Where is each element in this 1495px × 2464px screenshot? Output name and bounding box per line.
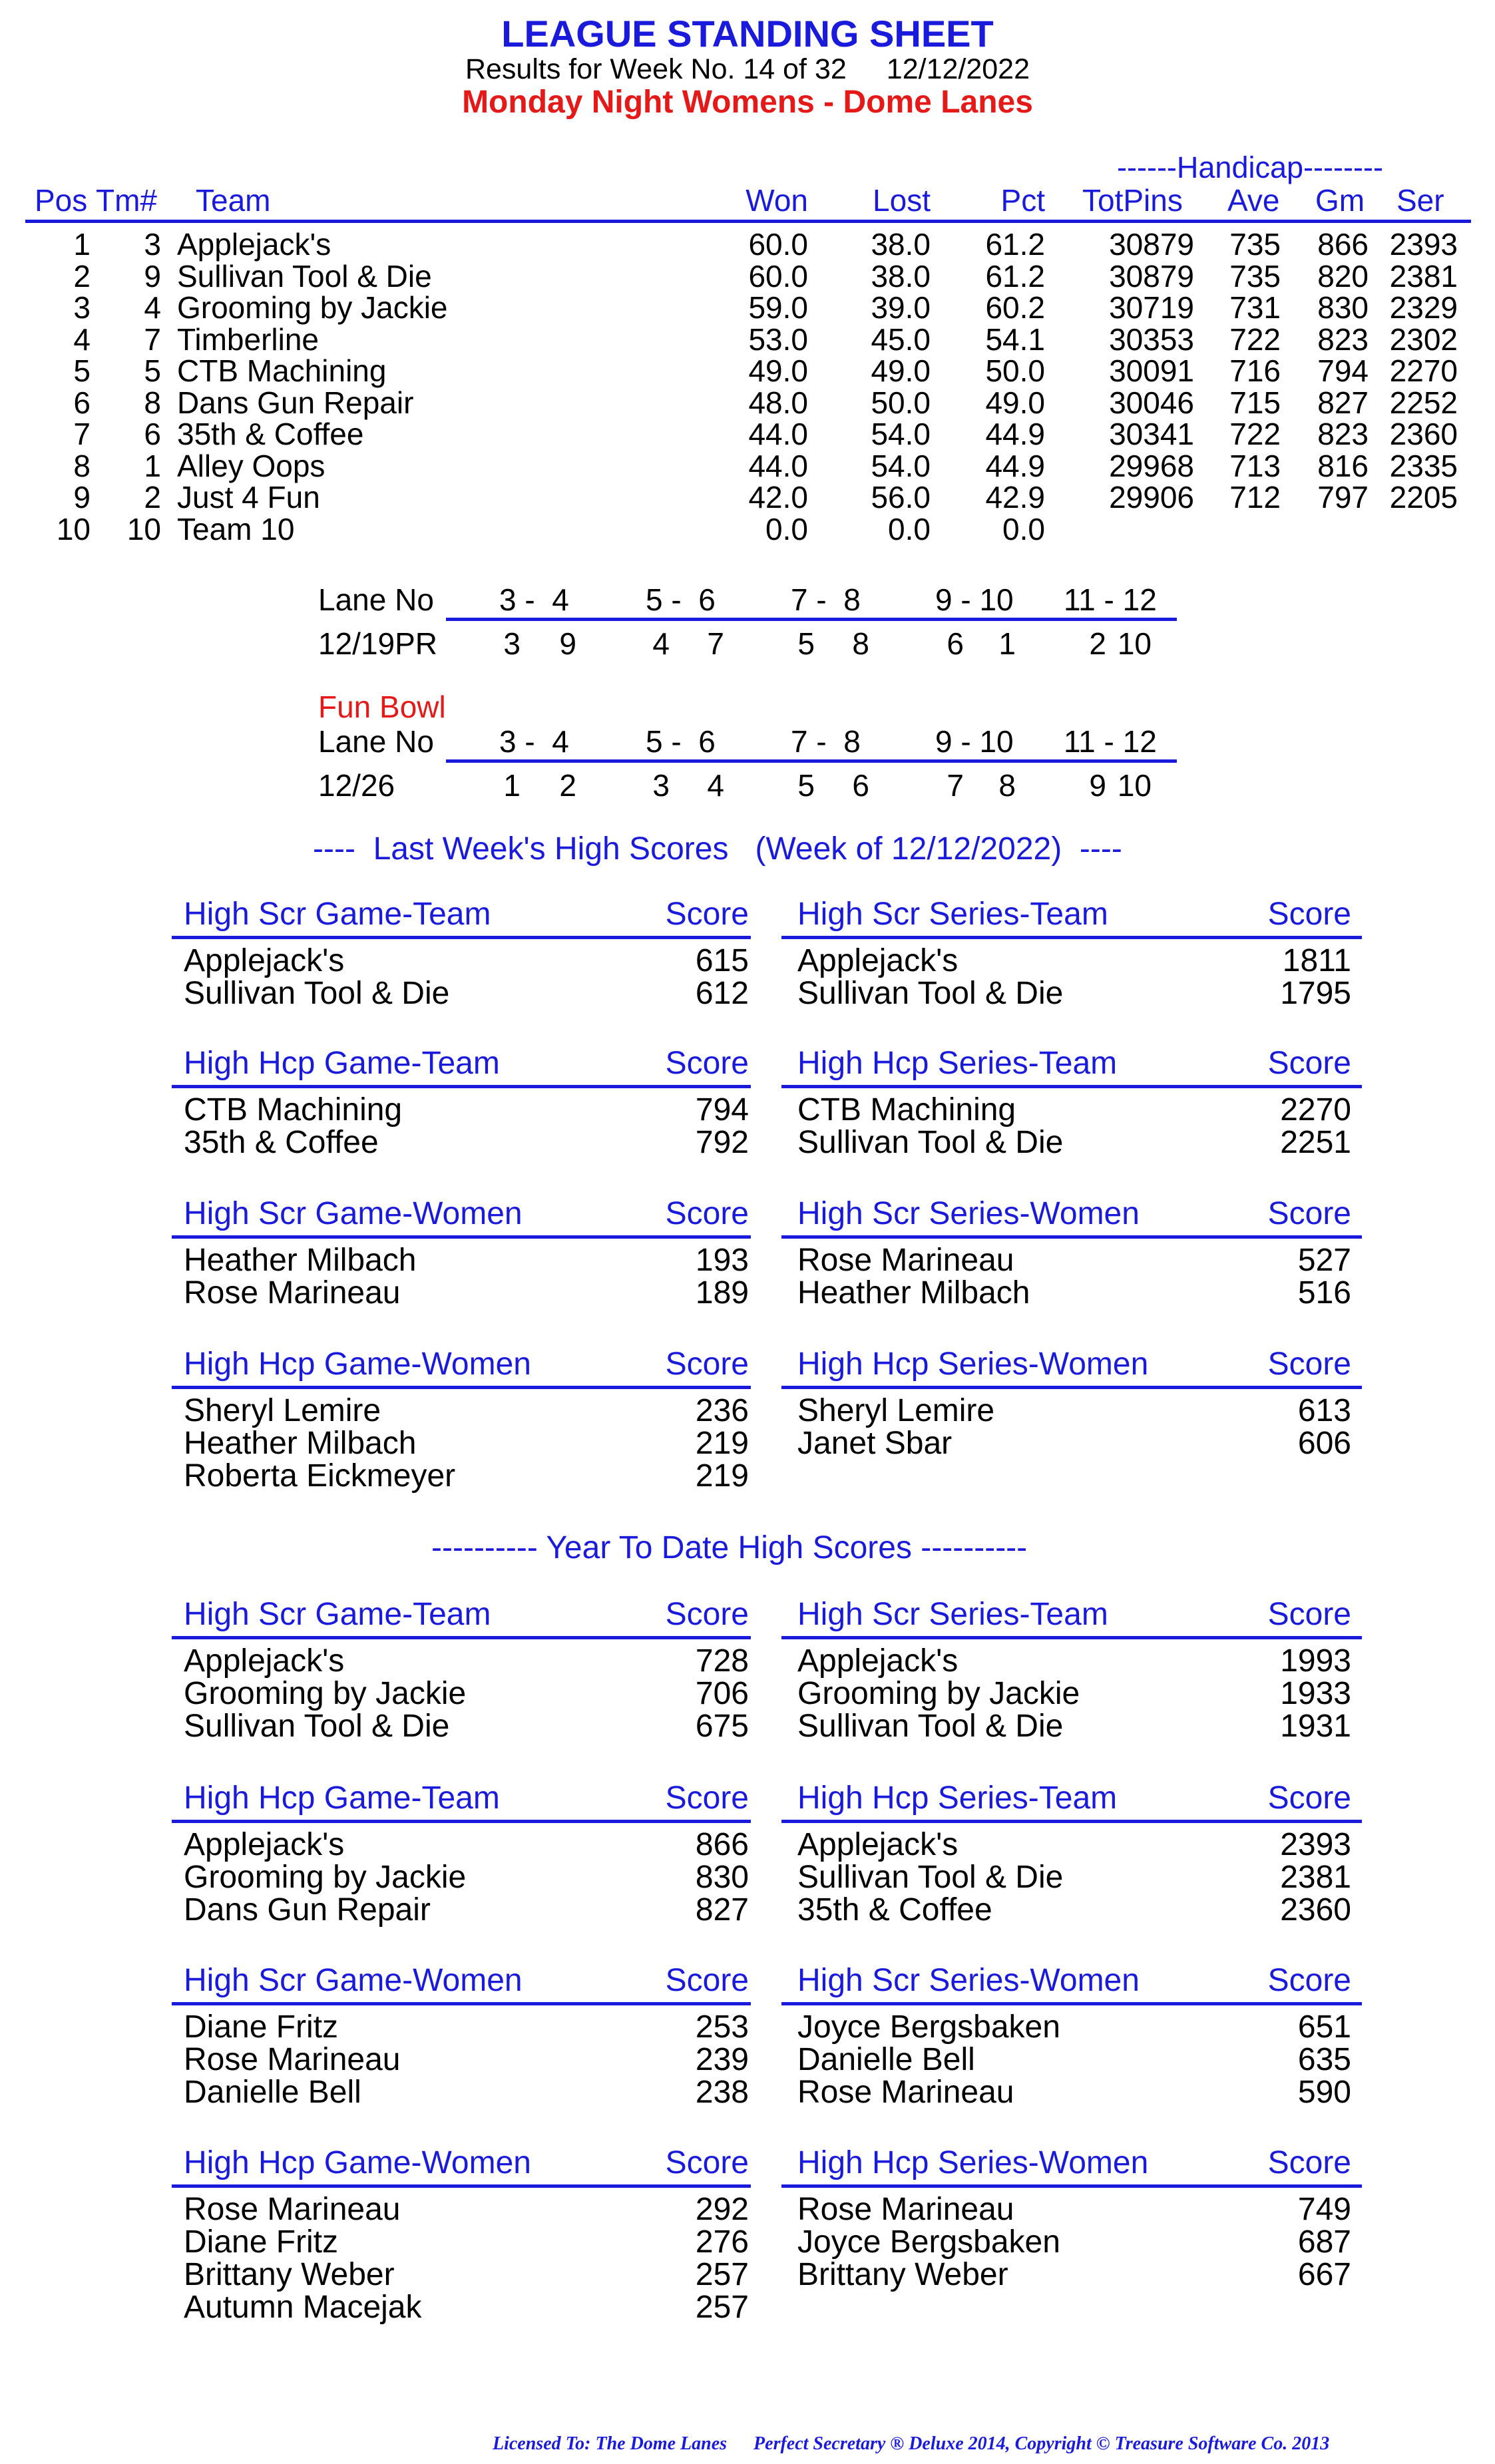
standings-ave-cell: 722 bbox=[1229, 321, 1281, 357]
standings-won-cell: 49.0 bbox=[748, 353, 808, 388]
score-name: Grooming by Jackie bbox=[184, 1676, 467, 1711]
score-name: Applejack's bbox=[797, 1643, 959, 1679]
score-name: Autumn Macejak bbox=[184, 2290, 422, 2325]
standings-totpins-cell: 30046 bbox=[1109, 385, 1194, 420]
standings-ave-cell: 716 bbox=[1229, 353, 1281, 388]
score-value: 706 bbox=[695, 1676, 749, 1711]
score-value: 794 bbox=[695, 1092, 749, 1128]
lane-pair: 7 - 8 bbox=[791, 582, 861, 617]
standings-lost-cell: 38.0 bbox=[871, 258, 931, 294]
standings-gm-cell: 823 bbox=[1317, 321, 1369, 357]
score-value: 728 bbox=[695, 1643, 749, 1679]
category-title: High Scr Series-Team bbox=[797, 1597, 1108, 1632]
score-header: Score bbox=[1267, 1196, 1351, 1231]
standings-team-cell: Alley Oops bbox=[177, 448, 325, 483]
standings-won-cell: 48.0 bbox=[748, 385, 808, 420]
standings-gm-cell: 797 bbox=[1317, 480, 1369, 514]
lane-pair: 3 - 4 bbox=[499, 724, 569, 759]
score-value: 292 bbox=[695, 2192, 749, 2227]
matchup-team-a: 2 bbox=[1089, 626, 1106, 661]
score-header: Score bbox=[1267, 1046, 1351, 1081]
score-value: 239 bbox=[695, 2042, 749, 2077]
score-name: Grooming by Jackie bbox=[797, 1676, 1080, 1711]
standings-ave-cell: 735 bbox=[1229, 227, 1281, 262]
standings-totpins-cell: 30091 bbox=[1109, 353, 1194, 388]
week-text: Results for Week No. 14 of 32 bbox=[465, 53, 847, 85]
standings-pct-cell: 61.2 bbox=[985, 258, 1045, 294]
score-name: Joyce Bergsbaken bbox=[797, 2009, 1060, 2045]
col-totpins: TotPins bbox=[1082, 183, 1183, 218]
score-name: Danielle Bell bbox=[797, 2042, 975, 2077]
category-title: High Hcp Series-Team bbox=[797, 1780, 1118, 1816]
standings-ser-cell: 2393 bbox=[1389, 227, 1458, 262]
standings-pos-cell: 1 bbox=[73, 227, 91, 262]
score-header: Score bbox=[1267, 1780, 1351, 1816]
score-value: 675 bbox=[695, 1709, 749, 1744]
category-rule bbox=[781, 1636, 1362, 1639]
standings-won-cell: 60.0 bbox=[748, 258, 808, 294]
standings-pos-cell: 3 bbox=[73, 290, 91, 325]
handicap-label: ------Handicap-------- bbox=[1117, 150, 1383, 184]
matchup-team-a: 5 bbox=[797, 768, 815, 803]
standings-won-cell: 0.0 bbox=[765, 511, 808, 546]
score-value: 866 bbox=[695, 1827, 749, 1862]
footer-software: Perfect Secretary ® Deluxe 2014, Copyright © Treasure Software Co. 2013 bbox=[753, 2433, 1330, 2454]
category-title: High Scr Game-Women bbox=[184, 1963, 523, 1998]
standings-pct-cell: 49.0 bbox=[985, 385, 1045, 420]
score-value: 257 bbox=[695, 2257, 749, 2292]
score-name: Diane Fritz bbox=[184, 2009, 339, 2045]
standings-team-cell: Just 4 Fun bbox=[177, 480, 320, 514]
score-value: 236 bbox=[695, 1393, 749, 1428]
category-rule bbox=[781, 1820, 1362, 1823]
standings-tm-cell: 2 bbox=[144, 480, 161, 514]
matchup-team-b: 7 bbox=[707, 626, 724, 661]
standings-ave-cell: 715 bbox=[1229, 385, 1281, 420]
score-value: 651 bbox=[1297, 2009, 1351, 2045]
fun-bowl-label: Fun Bowl bbox=[318, 690, 446, 724]
category-rule bbox=[172, 1235, 751, 1239]
score-name: Rose Marineau bbox=[797, 1243, 1014, 1278]
score-name: Dans Gun Repair bbox=[184, 1892, 431, 1928]
standings-lost-cell: 38.0 bbox=[871, 227, 931, 262]
category-rule bbox=[781, 936, 1362, 939]
lane-pair: 5 - 6 bbox=[646, 724, 716, 759]
score-value: 2381 bbox=[1280, 1860, 1351, 1895]
standings-pos-cell: 5 bbox=[73, 353, 91, 388]
lane-pair: 3 - 4 bbox=[499, 582, 569, 617]
category-rule bbox=[781, 1386, 1362, 1389]
standings-totpins-cell: 30353 bbox=[1109, 321, 1194, 357]
category-title: High Scr Series-Women bbox=[797, 1196, 1140, 1231]
standings-ave-cell: 731 bbox=[1229, 290, 1281, 325]
standings-ser-cell: 2335 bbox=[1389, 448, 1458, 483]
category-title: High Hcp Game-Women bbox=[184, 2145, 531, 2180]
lane-pair: 9 - 10 bbox=[935, 724, 1014, 759]
score-name: Heather Milbach bbox=[797, 1275, 1030, 1311]
standings-gm-cell: 823 bbox=[1317, 417, 1369, 451]
standings-tm-cell: 3 bbox=[144, 227, 161, 262]
col-lost: Lost bbox=[873, 183, 931, 218]
standings-tm-cell: 8 bbox=[144, 385, 161, 420]
standings-tm-cell: 7 bbox=[144, 321, 161, 357]
score-name: Sheryl Lemire bbox=[797, 1393, 995, 1428]
score-header: Score bbox=[1267, 1597, 1351, 1632]
col-gm: Gm bbox=[1315, 183, 1365, 218]
matchup-team-a: 4 bbox=[652, 626, 670, 661]
score-header: Score bbox=[665, 2145, 749, 2180]
page-title: LEAGUE STANDING SHEET bbox=[501, 13, 994, 55]
matchup-team-a: 6 bbox=[947, 626, 964, 661]
category-title: High Hcp Series-Women bbox=[797, 1346, 1149, 1382]
score-value: 2251 bbox=[1280, 1125, 1351, 1160]
score-name: Applejack's bbox=[184, 1827, 345, 1862]
score-name: CTB Machining bbox=[797, 1092, 1016, 1128]
score-header: Score bbox=[1267, 1346, 1351, 1382]
matchup-team-a: 9 bbox=[1089, 768, 1106, 803]
week-date: 12/12/2022 bbox=[886, 53, 1030, 85]
standings-team-cell: CTB Machining bbox=[177, 353, 387, 388]
matchup-team-b: 4 bbox=[707, 768, 724, 803]
col-won: Won bbox=[746, 183, 808, 218]
matchup-team-b: 8 bbox=[998, 768, 1016, 803]
standings-pct-cell: 61.2 bbox=[985, 227, 1045, 262]
score-name: 35th & Coffee bbox=[797, 1892, 992, 1928]
matchup-team-b: 10 bbox=[1117, 768, 1152, 803]
score-value: 189 bbox=[695, 1275, 749, 1311]
score-value: 590 bbox=[1297, 2075, 1351, 2110]
score-name: Sullivan Tool & Die bbox=[797, 1125, 1064, 1160]
score-value: 193 bbox=[695, 1243, 749, 1278]
standings-lost-cell: 56.0 bbox=[871, 480, 931, 514]
standings-tm-cell: 5 bbox=[144, 353, 161, 388]
score-name: Danielle Bell bbox=[184, 2075, 361, 2110]
score-value: 516 bbox=[1297, 1275, 1351, 1311]
matchup-team-a: 1 bbox=[503, 768, 521, 803]
col-ser: Ser bbox=[1396, 183, 1444, 218]
score-value: 827 bbox=[695, 1892, 749, 1928]
score-name: Rose Marineau bbox=[184, 2192, 401, 2227]
standings-totpins-cell: 29968 bbox=[1109, 448, 1194, 483]
category-title: High Hcp Game-Team bbox=[184, 1780, 500, 1816]
standings-pos-cell: 4 bbox=[73, 321, 91, 357]
standings-team-cell: Team 10 bbox=[177, 511, 295, 546]
score-name: Sullivan Tool & Die bbox=[184, 1709, 450, 1744]
score-value: 830 bbox=[695, 1860, 749, 1895]
category-title: High Scr Game-Women bbox=[184, 1196, 523, 1231]
category-rule bbox=[172, 1636, 751, 1639]
score-value: 1993 bbox=[1280, 1643, 1351, 1679]
score-name: Sullivan Tool & Die bbox=[184, 976, 450, 1011]
score-name: Brittany Weber bbox=[184, 2257, 395, 2292]
score-value: 687 bbox=[1297, 2224, 1351, 2260]
standings-tm-cell: 10 bbox=[126, 511, 161, 546]
score-name: Applejack's bbox=[184, 943, 345, 978]
category-title: High Hcp Series-Women bbox=[797, 2145, 1149, 2180]
footer-licensed: Licensed To: The Dome Lanes bbox=[493, 2433, 728, 2454]
score-value: 1811 bbox=[1282, 943, 1351, 978]
lane-rule bbox=[446, 618, 1177, 621]
score-name: Heather Milbach bbox=[184, 1426, 417, 1461]
standings-ser-cell: 2270 bbox=[1389, 353, 1458, 388]
score-value: 635 bbox=[1297, 2042, 1351, 2077]
standings-tm-cell: 1 bbox=[144, 448, 161, 483]
schedule-date: 12/19PR bbox=[318, 626, 438, 661]
standings-team-cell: Sullivan Tool & Die bbox=[177, 258, 432, 294]
standings-ser-cell: 2302 bbox=[1389, 321, 1458, 357]
score-value: 749 bbox=[1297, 2192, 1351, 2227]
category-rule bbox=[172, 1085, 751, 1088]
standings-ave-cell: 722 bbox=[1229, 417, 1281, 451]
standings-pct-cell: 50.0 bbox=[985, 353, 1045, 388]
standings-pct-cell: 60.2 bbox=[985, 290, 1045, 325]
standings-tm-cell: 9 bbox=[144, 258, 161, 294]
standings-gm-cell: 794 bbox=[1317, 353, 1369, 388]
category-title: High Scr Series-Women bbox=[797, 1963, 1140, 1998]
matchup-team-a: 7 bbox=[947, 768, 964, 803]
score-value: 1795 bbox=[1280, 976, 1351, 1011]
score-value: 792 bbox=[695, 1125, 749, 1160]
standings-lost-cell: 45.0 bbox=[871, 321, 931, 357]
score-name: CTB Machining bbox=[184, 1092, 403, 1128]
score-header: Score bbox=[665, 897, 749, 932]
standings-ser-cell: 2205 bbox=[1389, 480, 1458, 514]
footer bbox=[493, 2433, 1329, 2455]
score-name: 35th & Coffee bbox=[184, 1125, 379, 1160]
standings-lost-cell: 49.0 bbox=[871, 353, 931, 388]
standings-gm-cell: 816 bbox=[1317, 448, 1369, 483]
standings-totpins-cell: 30879 bbox=[1109, 227, 1194, 262]
category-title: High Hcp Game-Women bbox=[184, 1346, 531, 1382]
score-header: Score bbox=[665, 1963, 749, 1998]
score-name: Brittany Weber bbox=[797, 2257, 1008, 2292]
score-value: 615 bbox=[695, 943, 749, 978]
score-value: 1933 bbox=[1280, 1676, 1351, 1711]
score-name: Rose Marineau bbox=[797, 2192, 1014, 2227]
category-rule bbox=[172, 1820, 751, 1823]
score-value: 2393 bbox=[1280, 1827, 1351, 1862]
standings-pct-cell: 54.1 bbox=[985, 321, 1045, 357]
category-rule bbox=[781, 2002, 1362, 2005]
standings-pos-cell: 7 bbox=[73, 417, 91, 451]
score-name: Applejack's bbox=[797, 1827, 959, 1862]
matchup-team-a: 5 bbox=[797, 626, 815, 661]
standings-gm-cell: 866 bbox=[1317, 227, 1369, 262]
standings-lost-cell: 50.0 bbox=[871, 385, 931, 420]
lane-pair: 9 - 10 bbox=[935, 582, 1014, 617]
score-header: Score bbox=[665, 1780, 749, 1816]
category-rule bbox=[781, 2184, 1362, 2188]
col-team: Team bbox=[196, 183, 271, 218]
standings-won-cell: 60.0 bbox=[748, 227, 808, 262]
category-rule bbox=[172, 1386, 751, 1389]
standings-pct-cell: 0.0 bbox=[1002, 511, 1045, 546]
matchup-team-a: 3 bbox=[652, 768, 670, 803]
standings-tm-cell: 6 bbox=[144, 417, 161, 451]
score-name: Roberta Eickmeyer bbox=[184, 1458, 456, 1494]
score-header: Score bbox=[665, 1046, 749, 1081]
lane-pair: 7 - 8 bbox=[791, 724, 861, 759]
score-value: 612 bbox=[695, 976, 749, 1011]
standings-team-cell: Applejack's bbox=[177, 227, 331, 262]
matchup-team-b: 1 bbox=[998, 626, 1016, 661]
standings-won-cell: 59.0 bbox=[748, 290, 808, 325]
category-rule bbox=[172, 2002, 751, 2005]
score-value: 253 bbox=[695, 2009, 749, 2045]
standings-pct-cell: 44.9 bbox=[985, 448, 1045, 483]
category-title: High Scr Game-Team bbox=[184, 897, 491, 932]
lane-pair: 5 - 6 bbox=[646, 582, 716, 617]
lane-pair: 11 - 12 bbox=[1064, 724, 1157, 759]
standings-ser-cell: 2381 bbox=[1389, 258, 1458, 294]
matchup-team-b: 8 bbox=[852, 626, 869, 661]
standings-ser-cell: 2329 bbox=[1389, 290, 1458, 325]
score-name: Rose Marineau bbox=[797, 2075, 1014, 2110]
matchup-team-b: 10 bbox=[1117, 626, 1152, 661]
category-title: High Scr Series-Team bbox=[797, 897, 1108, 932]
matchup-team-b: 6 bbox=[852, 768, 869, 803]
standings-pos-cell: 2 bbox=[73, 258, 91, 294]
standings-team-cell: Timberline bbox=[177, 321, 320, 357]
category-title: High Hcp Game-Team bbox=[184, 1046, 500, 1081]
standings-lost-cell: 54.0 bbox=[871, 448, 931, 483]
score-value: 219 bbox=[695, 1458, 749, 1494]
score-name: Sullivan Tool & Die bbox=[797, 1860, 1064, 1895]
score-name: Grooming by Jackie bbox=[184, 1860, 467, 1895]
standings-ave-cell: 735 bbox=[1229, 258, 1281, 294]
standings-lost-cell: 54.0 bbox=[871, 417, 931, 451]
standings-ser-cell: 2252 bbox=[1389, 385, 1458, 420]
score-value: 667 bbox=[1297, 2257, 1351, 2292]
category-title: High Hcp Series-Team bbox=[797, 1046, 1118, 1081]
category-rule bbox=[781, 1235, 1362, 1239]
category-title: High Scr Game-Team bbox=[184, 1597, 491, 1632]
standings-rule bbox=[25, 220, 1471, 223]
col-ave: Ave bbox=[1227, 183, 1280, 218]
score-name: Sheryl Lemire bbox=[184, 1393, 381, 1428]
score-name: Applejack's bbox=[184, 1643, 345, 1679]
matchup-team-b: 2 bbox=[559, 768, 576, 803]
standings-lost-cell: 39.0 bbox=[871, 290, 931, 325]
standings-totpins-cell: 29906 bbox=[1109, 480, 1194, 514]
score-header: Score bbox=[1267, 1963, 1351, 1998]
lane-pair: 11 - 12 bbox=[1064, 582, 1157, 617]
col-pct: Pct bbox=[1000, 183, 1045, 218]
standings-totpins-cell: 30879 bbox=[1109, 258, 1194, 294]
standings-won-cell: 44.0 bbox=[748, 417, 808, 451]
standings-gm-cell: 830 bbox=[1317, 290, 1369, 325]
standings-won-cell: 44.0 bbox=[748, 448, 808, 483]
matchup-team-b: 9 bbox=[559, 626, 576, 661]
week-line bbox=[0, 53, 1495, 86]
score-value: 276 bbox=[695, 2224, 749, 2260]
score-name: Diane Fritz bbox=[184, 2224, 339, 2260]
standings-won-cell: 53.0 bbox=[748, 321, 808, 357]
lane-no-label: Lane No bbox=[318, 582, 434, 617]
standings-team-cell: Dans Gun Repair bbox=[177, 385, 414, 420]
standings-pct-cell: 42.9 bbox=[985, 480, 1045, 514]
score-name: Sullivan Tool & Die bbox=[797, 1709, 1064, 1744]
score-value: 2360 bbox=[1280, 1892, 1351, 1928]
score-name: Heather Milbach bbox=[184, 1243, 417, 1278]
standings-ave-cell: 712 bbox=[1229, 480, 1281, 514]
score-value: 613 bbox=[1297, 1393, 1351, 1428]
standings-won-cell: 42.0 bbox=[748, 480, 808, 514]
score-value: 606 bbox=[1297, 1426, 1351, 1461]
score-value: 238 bbox=[695, 2075, 749, 2110]
standings-ave-cell: 713 bbox=[1229, 448, 1281, 483]
last_week-section-title: ---- Last Week's High Scores (Week of 12/12/2022) ---- bbox=[313, 831, 1122, 867]
col-tm: Tm# bbox=[96, 183, 157, 218]
score-value: 219 bbox=[695, 1426, 749, 1461]
col-pos: Pos bbox=[35, 183, 88, 218]
score-value: 2270 bbox=[1280, 1092, 1351, 1128]
standings-pos-cell: 8 bbox=[73, 448, 91, 483]
ytd-section-title: ---------- Year To Date High Scores ---------- bbox=[431, 1530, 1028, 1565]
category-rule bbox=[172, 936, 751, 939]
score-header: Score bbox=[665, 1196, 749, 1231]
standings-team-cell: 35th & Coffee bbox=[177, 417, 364, 451]
standings-team-cell: Grooming by Jackie bbox=[177, 290, 448, 325]
schedule-date: 12/26 bbox=[318, 768, 395, 803]
lane-no-label: Lane No bbox=[318, 724, 434, 759]
score-header: Score bbox=[665, 1597, 749, 1632]
standings-lost-cell: 0.0 bbox=[888, 511, 931, 546]
lane-rule bbox=[446, 759, 1177, 763]
matchup-team-a: 3 bbox=[503, 626, 521, 661]
score-header: Score bbox=[1267, 2145, 1351, 2180]
standings-totpins-cell: 30719 bbox=[1109, 290, 1194, 325]
score-name: Rose Marineau bbox=[184, 2042, 401, 2077]
standings-pct-cell: 44.9 bbox=[985, 417, 1045, 451]
standings-tm-cell: 4 bbox=[144, 290, 161, 325]
score-name: Applejack's bbox=[797, 943, 959, 978]
score-header: Score bbox=[1267, 897, 1351, 932]
category-rule bbox=[172, 2184, 751, 2188]
score-value: 1931 bbox=[1280, 1709, 1351, 1744]
score-header: Score bbox=[665, 1346, 749, 1382]
standings-gm-cell: 827 bbox=[1317, 385, 1369, 420]
score-name: Sullivan Tool & Die bbox=[797, 976, 1064, 1011]
score-name: Rose Marineau bbox=[184, 1275, 401, 1311]
standings-pos-cell: 6 bbox=[73, 385, 91, 420]
standings-pos-cell: 9 bbox=[73, 480, 91, 514]
standings-pos-cell: 10 bbox=[56, 511, 91, 546]
league-name: Monday Night Womens - Dome Lanes bbox=[462, 85, 1033, 120]
score-name: Janet Sbar bbox=[797, 1426, 953, 1461]
score-value: 527 bbox=[1297, 1243, 1351, 1278]
standings-ser-cell: 2360 bbox=[1389, 417, 1458, 451]
category-rule bbox=[781, 1085, 1362, 1088]
score-name: Joyce Bergsbaken bbox=[797, 2224, 1060, 2260]
standings-totpins-cell: 30341 bbox=[1109, 417, 1194, 451]
score-value: 257 bbox=[695, 2290, 749, 2325]
standings-gm-cell: 820 bbox=[1317, 258, 1369, 294]
